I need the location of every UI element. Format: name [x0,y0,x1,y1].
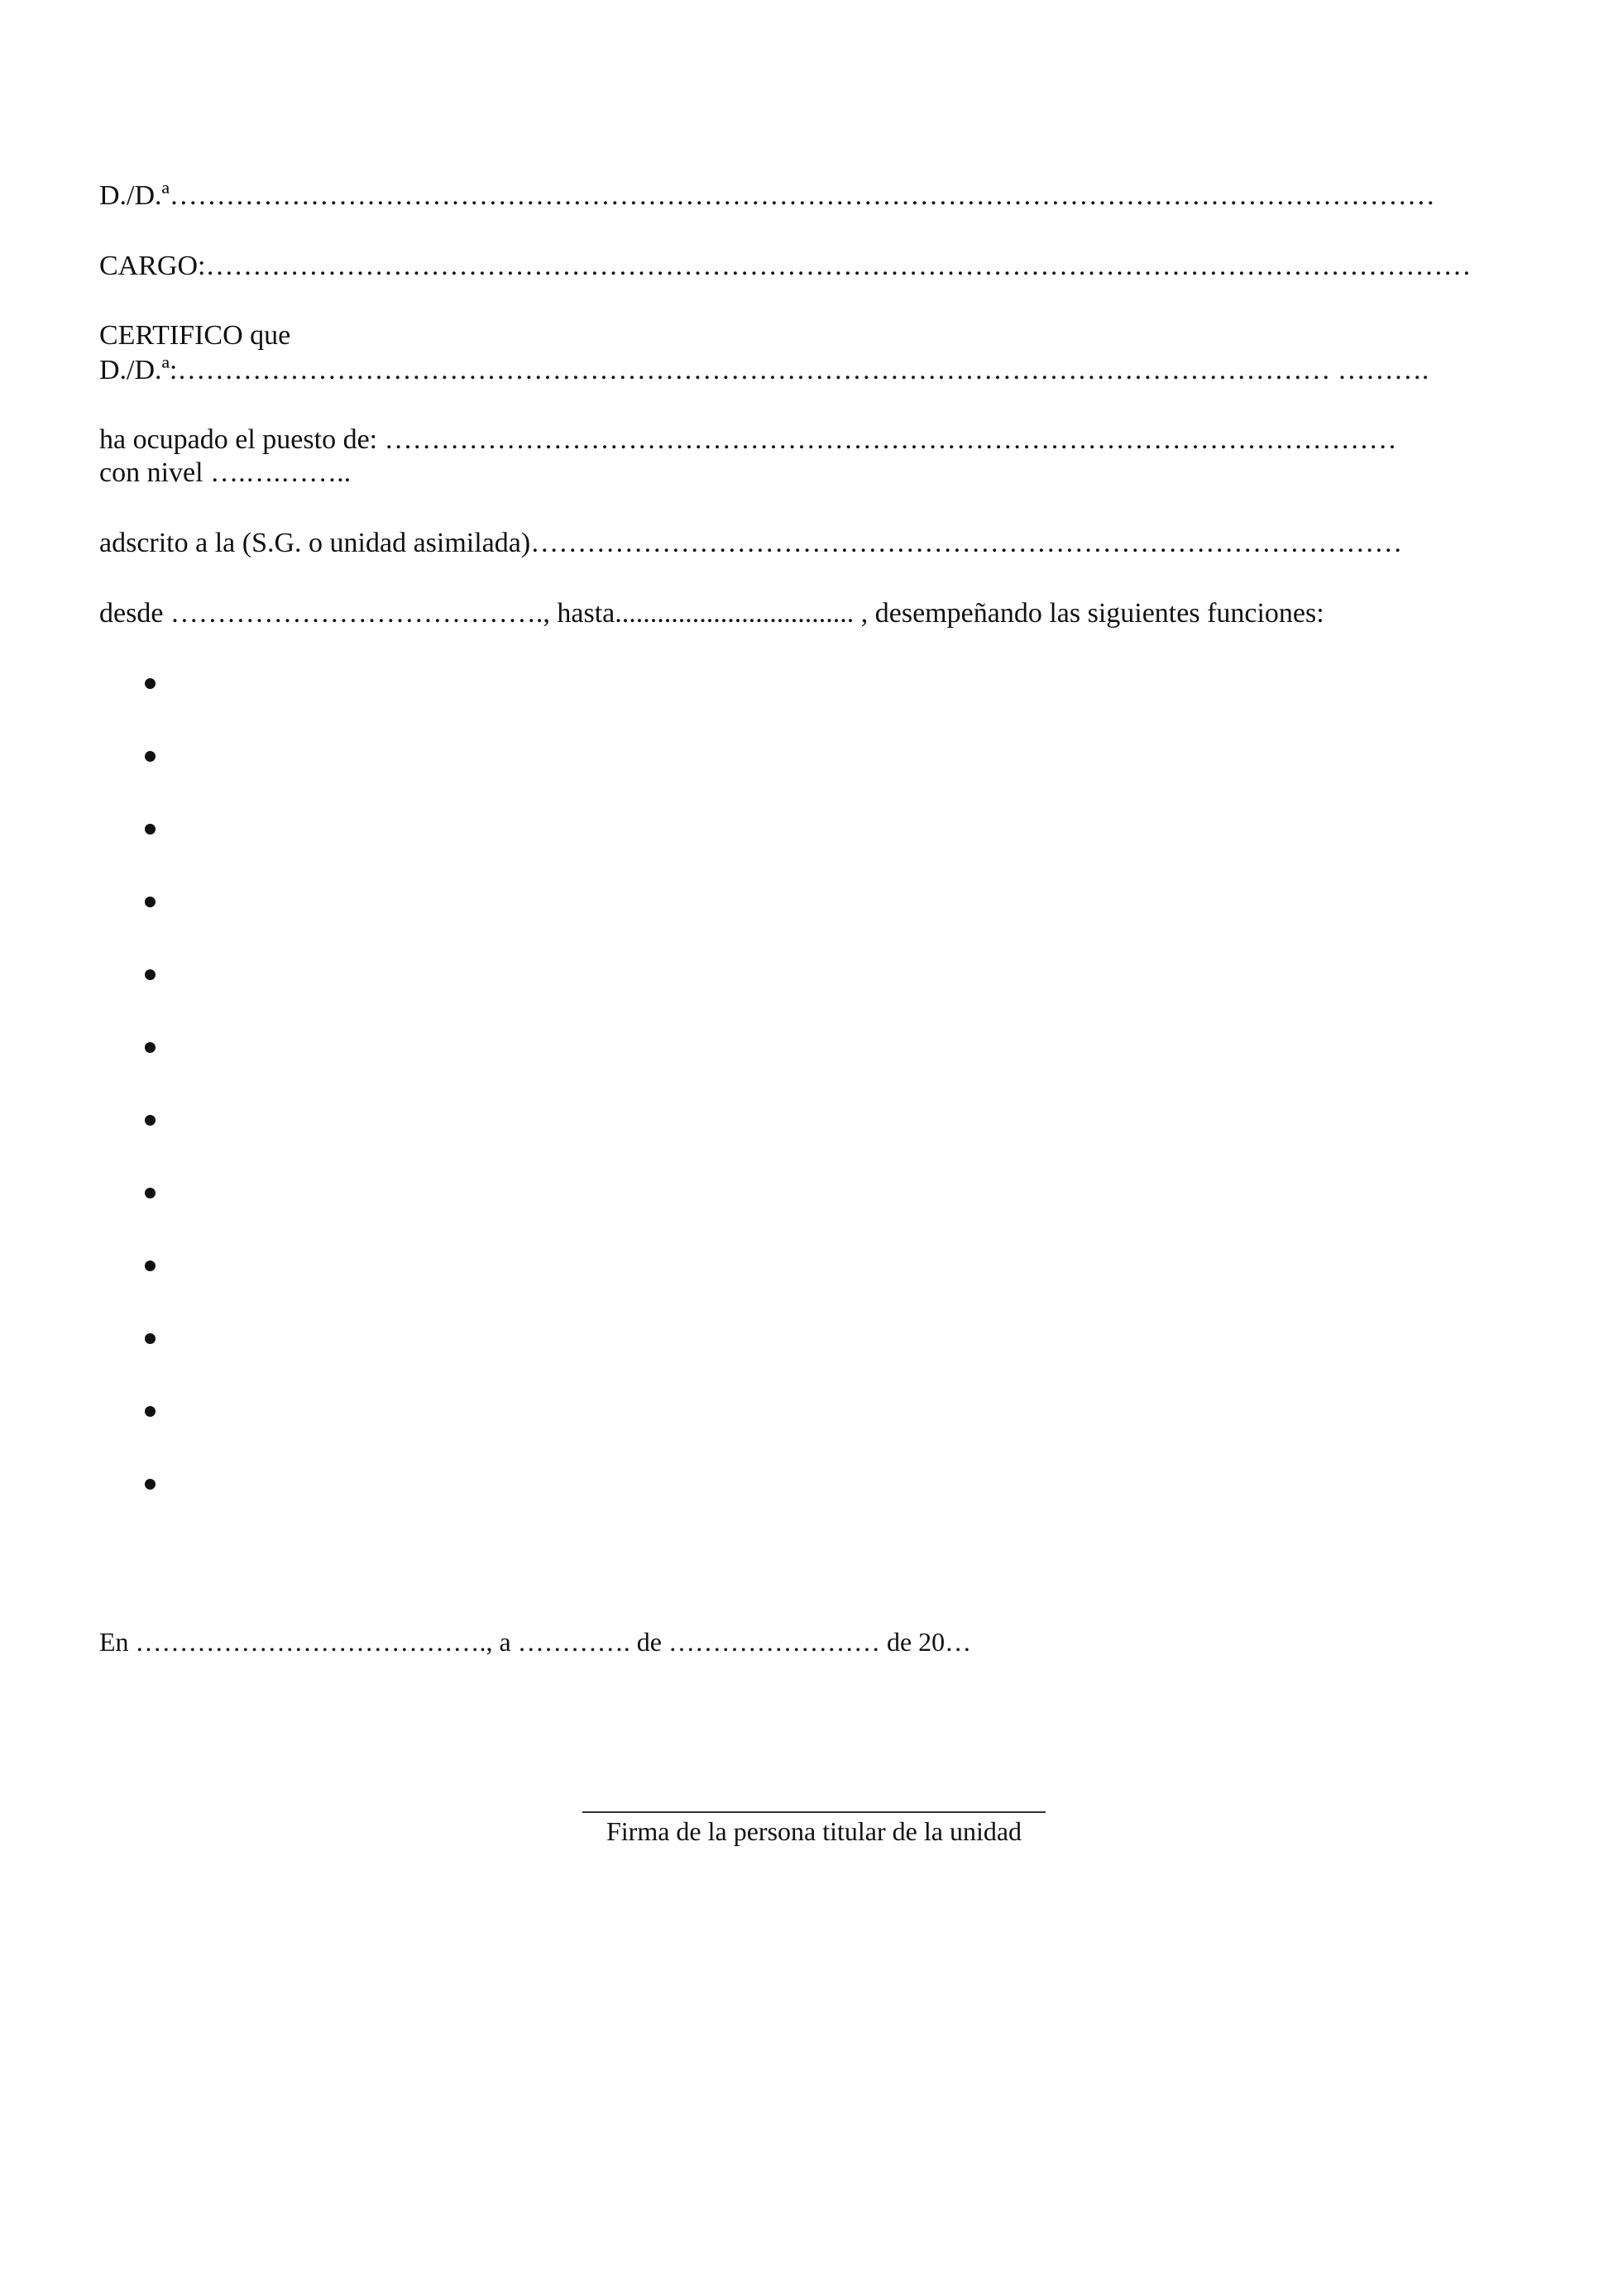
bullet-icon [145,969,156,980]
signature-line [582,1811,1046,1813]
adscrito-text: adscrito a la (S.G. o unidad asimilada)………………………………………………………………………………… [99,528,1403,558]
periodo-text: desde …………………………………., hasta.................................. , desempeñando las siguientes funciones: [99,598,1324,629]
bullet-icon [145,1260,156,1271]
holder-line [99,179,1435,213]
place-date-text: En …………………………………., a …………. de …………………… de 20… [99,1627,972,1657]
adscrito-line [99,527,1402,560]
bullet-icon [145,897,156,907]
bullet-icon [145,1333,156,1344]
person-line [99,354,1429,387]
bullet-icon [145,1479,156,1490]
bullet-icon [145,824,156,835]
bullet-icon [145,1188,156,1198]
certifico-line [99,319,290,352]
nivel-text: con nivel ….….…….. [99,457,352,488]
certifico-text: CERTIFICO que [99,320,291,351]
periodo-line [99,597,1324,630]
nivel-line [99,457,351,490]
bullet-icon [145,678,156,689]
bullet-icon [145,1115,156,1126]
cargo-text: CARGO:……………………………………………………………………………………………………………………… [99,251,1472,281]
signature-caption: Firma de la persona titular de la unidad [606,1816,1022,1846]
bullet-icon [145,1042,156,1053]
place-date-line [99,1625,971,1658]
puesto-line [99,423,1397,457]
person-text: D./D.ª:…………………………………………………………………………………………………………… ………. [99,355,1429,385]
bullet-icon [145,1406,156,1417]
bullet-icon [145,751,156,762]
cargo-line [99,250,1471,283]
holder-text: D./D.ª……………………………………………………………………………………………………………………… [99,180,1435,211]
puesto-text: ha ocupado el puesto de: ……………………………………………………………………………………………… [99,424,1397,455]
